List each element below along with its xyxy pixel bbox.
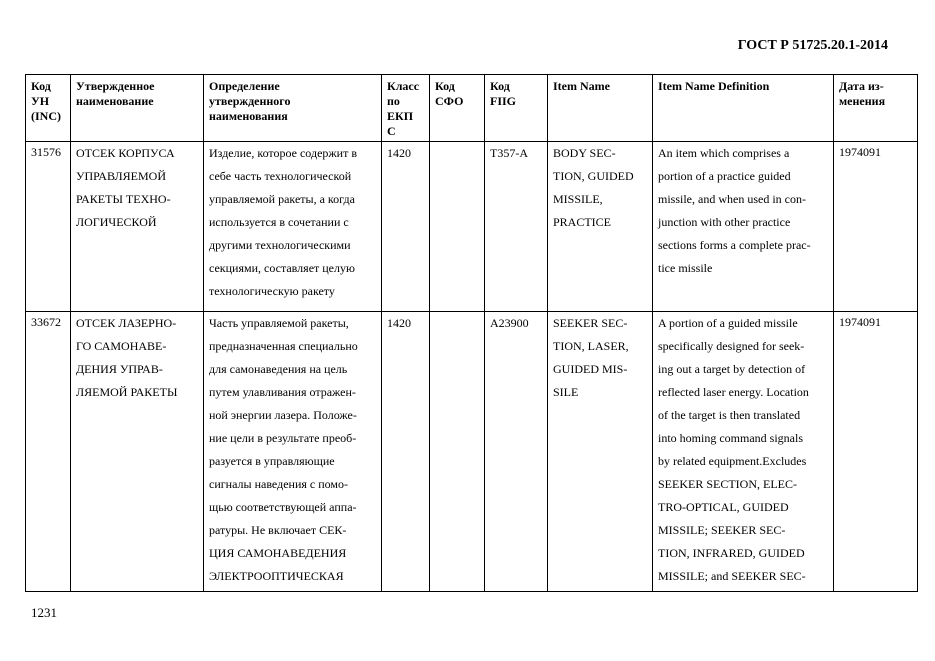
cell-class: 1420 — [382, 142, 430, 312]
table-row — [26, 312, 918, 592]
col-header-change-date: Дата из- менения — [834, 75, 918, 142]
cell-approved-name: ОТСЕК ЛАЗЕРНО- ГО САМОНАВЕ- ДЕНИЯ УПРАВ- ЛЯЕМОЙ РАКЕТЫ — [71, 312, 204, 592]
cell-item-name: SEEKER SEC- TION, LASER, GUIDED MIS- SILE — [548, 312, 653, 592]
document-header: ГОСТ Р 51725.20.1-2014 — [737, 38, 888, 53]
cell-fiig: T357-A — [485, 142, 548, 312]
col-header-item-name: Item Name — [548, 75, 653, 142]
cell-inc: 33672 — [26, 312, 71, 592]
cell-approved-name: ОТСЕК КОРПУСА УПРАВЛЯЕМОЙ РАКЕТЫ ТЕХНО- ЛОГИЧЕСКОЙ — [71, 142, 204, 312]
col-header-class: Класс по ЕКП С — [382, 75, 430, 142]
cell-inc: 31576 — [26, 142, 71, 312]
cell-item-definition: A portion of a guided missile specifically designed for seek- ing out a target by detection of reflected laser energy. Location of the target is then translated into homing command signals by related equipment.Excludes SEEKER SECTION, ELEC- TRO-OPTICAL, GUIDED MISSILE; SEEKER SEC- TION, INFRARED, GUIDED MISSILE; and SEEKER SEC- — [653, 312, 834, 592]
cell-fiig: A23900 — [485, 312, 548, 592]
col-header-sfo: Код СФО — [430, 75, 485, 142]
col-header-definition: Определение утвержденного наименования — [204, 75, 382, 142]
catalog-table — [25, 74, 918, 592]
cell-definition: Изделие, которое содержит в себе часть технологической управляемой ракеты, а когда используется в сочетании с другими технологическими секциями, составляет целую технологическую ракету — [204, 142, 382, 312]
table-header-row — [26, 75, 918, 142]
cell-item-name: BODY SEC- TION, GUIDED MISSILE, PRACTICE — [548, 142, 653, 312]
cell-change-date: 1974091 — [834, 142, 918, 312]
page-number: 1231 — [31, 605, 57, 620]
cell-item-definition: An item which comprises a portion of a practice guided missile, and when used in con- junction with other practice sections forms a complete prac- tice missile — [653, 142, 834, 312]
col-header-approved-name: Утвержденное наименование — [71, 75, 204, 142]
col-header-item-definition: Item Name Definition — [653, 75, 834, 142]
cell-class: 1420 — [382, 312, 430, 592]
cell-change-date: 1974091 — [834, 312, 918, 592]
col-header-inc: Код УН (INC) — [26, 75, 71, 142]
table-row — [26, 142, 918, 312]
cell-definition: Часть управляемой ракеты, предназначенная специально для самонаведения на цель путем улавливания отражен- ной энергии лазера. Положе- ние цели в результате преоб- разуется в управляющие сигналы наведения с помо- щью соответствующей аппа- ратуры. Не включает СЕК- ЦИЯ САМОНАВЕДЕНИЯ ЭЛЕКТРООПТИЧЕСКАЯ — [204, 312, 382, 592]
cell-sfo — [430, 312, 485, 592]
cell-sfo — [430, 142, 485, 312]
col-header-fiig: Код FIIG — [485, 75, 548, 142]
